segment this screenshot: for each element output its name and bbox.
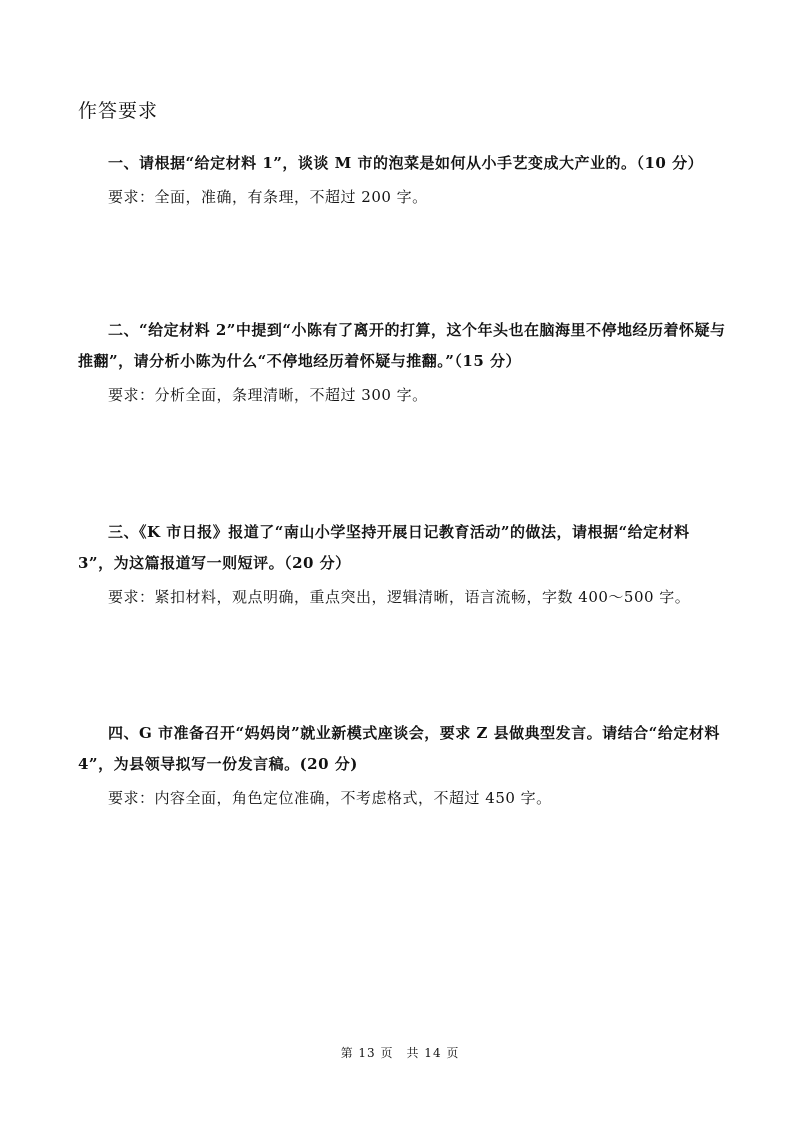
- question-requirement: 要求：紧扣材料，观点明确，重点突出，逻辑清晰，语言流畅，字数 400～500 字。: [108, 588, 691, 606]
- question-2: [78, 315, 726, 411]
- question-text: 三、《K 市日报》报道了“南山小学坚持开展日记教育活动”的做法，请根据“给定材料 3”，为这篇报道写一则短评。（20 分）: [78, 523, 690, 572]
- question-1: [78, 148, 726, 213]
- question-4: [78, 718, 726, 814]
- question-requirement: 要求：分析全面，条理清晰，不超过 300 字。: [108, 386, 428, 404]
- question-text: 四、G 市准备召开“妈妈岗”就业新模式座谈会，要求 Z 县做典型发言。请结合“给定材料 4”，为县领导拟写一份发言稿。(20 分): [78, 724, 720, 773]
- question-text: 一、请根据“给定材料 1”，谈谈 M 市的泡菜是如何从小手艺变成大产业的。（10 分）: [108, 154, 704, 172]
- page-footer: 第 13 页 共 14 页: [340, 1046, 460, 1060]
- question-requirement: 要求：全面，准确，有条理，不超过 200 字。: [108, 188, 428, 206]
- question-3: [78, 517, 726, 613]
- page-heading: 作答要求: [78, 100, 159, 122]
- question-text: 二、“给定材料 2”中提到“小陈有了离开的打算，这个年头也在脑海里不停地经历着怀疑与推翻”，请分析小陈为什么“不停地经历着怀疑与推翻。”（15 分）: [78, 321, 726, 370]
- question-requirement: 要求：内容全面，角色定位准确，不考虑格式，不超过 450 字。: [108, 789, 552, 807]
